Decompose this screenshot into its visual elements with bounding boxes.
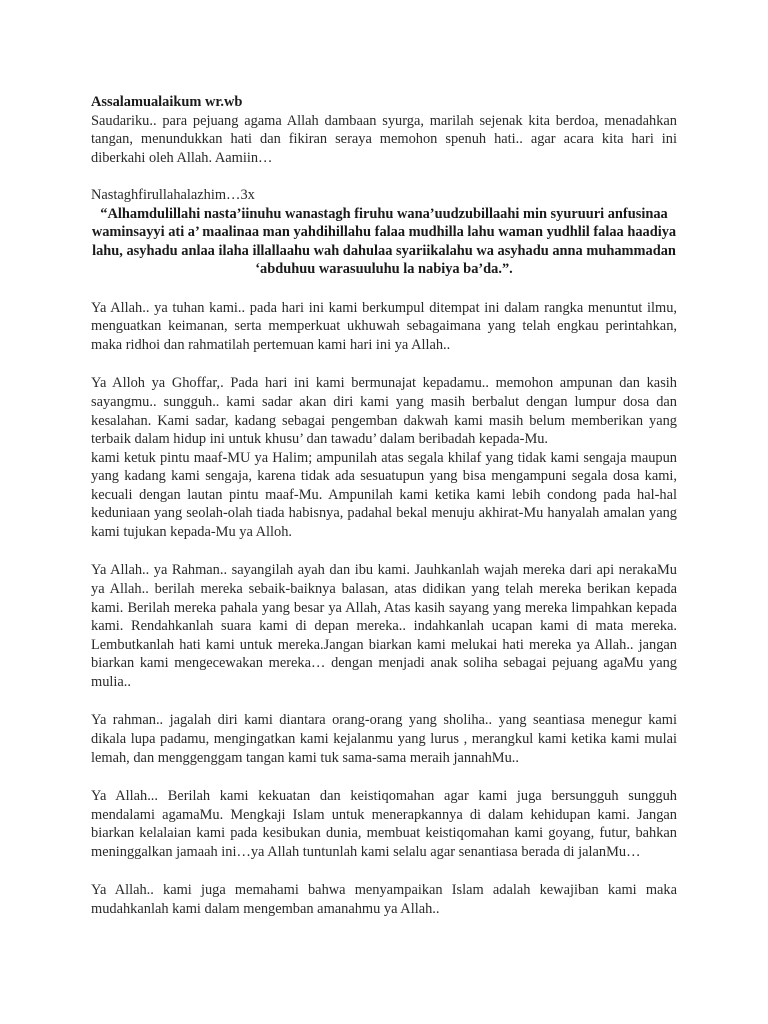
prayer-paragraph-5: Ya rahman.. jagalah diri kami diantara orang-orang yang sholiha.. yang seantiasa menegur kami dikala lupa padamu, mengingatkan kami kejalanmu yang lurus , merangkul kami ketika kami mulai lemah, dan menggenggam tangan kami tuk sama-sama meraih jannahMu.. (91, 712, 677, 766)
spacer (91, 542, 677, 562)
spacer (91, 167, 677, 186)
intro-paragraph: Saudariku.. para pejuang agama Allah dambaan syurga, marilah sejenak kita berdoa, menadahkan tangan, menundukkan hati dan fikiran seraya memohon spenuh hati.. agar acara kita hari ini diberkahi oleh Allah. Aamiin… (91, 112, 677, 166)
spacer (91, 767, 677, 787)
spacer (91, 692, 677, 712)
spacer (91, 355, 677, 375)
prayer-paragraph-1: Ya Allah.. ya tuhan kami.. pada hari ini kami berkumpul ditempat ini dalam rangka menuntut ilmu, menguatkan keimanan, serta memperkuat ukhuwah sebagaimana yang telah engkau perintahkan, maka ridhoi dan rahmatilah pertemuan kami hari ini ya Allah.. (91, 299, 677, 353)
document-page (91, 93, 677, 918)
istighfar-line: Nastaghfirullahalazhim…3x (91, 186, 255, 203)
prayer-paragraph-3: kami ketuk pintu maaf-MU ya Halim; ampunilah atas segala khilaf yang tidak kami sengaja maupun yang kadang kami sengaja, karena tidak ada sesuatupun yang bisa mengampuni segala dosa kami, kecuali dengan lautan pintu maaf-Mu. Ampunilah kami ketika kami lebih condong pada hal-hal keduniaan yang seolah-olah tiada habisnya, padahal bekal menuju akhirat-Mu hanyalah amalan yang kami tujukan kepada-Mu ya Alloh. (91, 449, 677, 541)
prayer-paragraph-2: Ya Alloh ya Ghoffar,. Pada hari ini kami bermunajat kepadamu.. memohon ampunan dan kasih sayangmu.. sungguh.. kami sadar akan diri kami yang masih berbalut dengan lumpur dosa dan kesalahan. Kami sadar, kadang sebagai pengemban dakwah kami masih belum memberikan yang terbaik dalam hidup ini untuk khusu’ dan tawadu’ dalam beribadah kepada-Mu. (91, 375, 677, 448)
spacer (91, 861, 677, 881)
opening-prayer: “Alhamdulillahi nasta’iinuhu wanastagh firuhu wana’uudzubillaahi min syuruuri anfusinaa waminsayyi ati a’ maalinaa man yahdihillahu falaa mudhilla lahu waman yudhlil falaa haadiya lahu, asyhadu anlaa ilaha illallaahu wah dahulaa syariikalahu wa asyhadu anna muhammadan ‘abduhuu warasuuluhu la nabiya ba’da.”. (91, 205, 677, 278)
prayer-paragraph-4: Ya Allah.. ya Rahman.. sayangilah ayah dan ibu kami. Jauhkanlah wajah mereka dari api nerakaMu ya Allah.. berilah mereka sebaik-baiknya balasan, atas didikan yang telah mereka berikan kepada kami. Berilah mereka pahala yang besar ya Allah, Atas kasih sayang yang mereka limpahkan kepada kami. Rendahkanlah suara kami di depan mereka.. indahkanlah ucapan kami di mata mereka. Lembutkanlah hati kami untuk mereka.Jangan biarkan kami melukai hati mereka ya Allah.. jangan biarkan kami mengecewakan mereka… dengan menjadi anak soliha sebagai pejuang agaMu yang mulia.. (91, 562, 677, 691)
spacer (91, 279, 677, 299)
greeting-heading: Assalamualaikum wr.wb (91, 94, 243, 110)
prayer-paragraph-7: Ya Allah.. kami juga memahami bahwa menyampaikan Islam adalah kewajiban kami maka mudahkanlah kami dalam mengemban amanahmu ya Allah.. (91, 882, 677, 917)
prayer-paragraph-6: Ya Allah... Berilah kami kekuatan dan keistiqomahan agar kami juga bersungguh sungguh mendalami agamaMu. Mengkaji Islam untuk menerapkannya di dalam kehidupan kami. Jangan biarkan kelalaian kami pada kesibukan dunia, membuat keistiqomahan kami goyang, futur, bahkan meninggalkan jamaah ini…ya Allah tuntunlah kami selalu agar senantiasa berada di jalanMu… (91, 787, 677, 860)
